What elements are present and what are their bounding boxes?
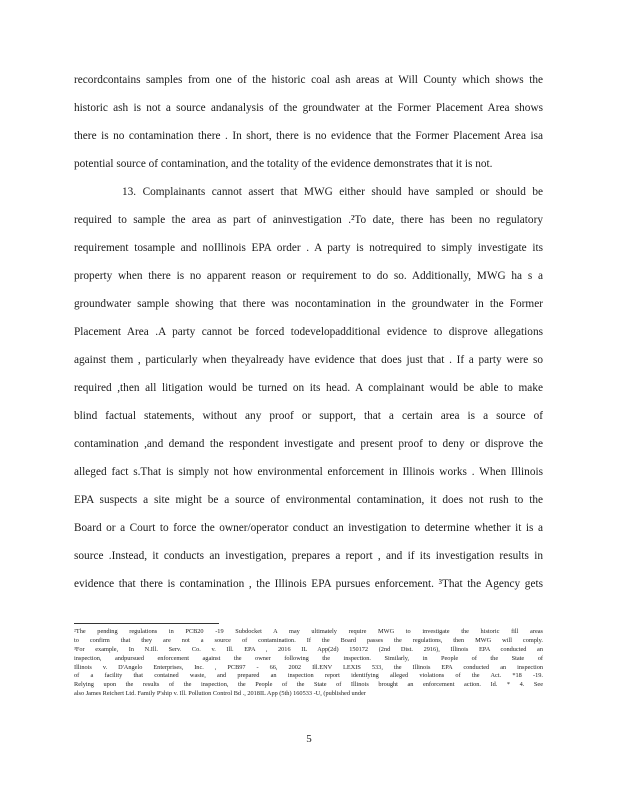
body-line: contamination ,and demand the respondent investigate and present proof to deny or disprove the — [74, 438, 543, 450]
body-line: Placement Area .A party cannot be forced todevelopadditional evidence to disprove allegations — [74, 326, 543, 338]
footnote-line: Relying upon the results of the inspection, the People of the State of Illinois brought an enforcement action. Id. * 4. See — [74, 681, 543, 689]
body-line: evidence that there is contamination , the Illinois EPA pursues enforcement. ³That the Agency gets — [74, 578, 543, 590]
body-line: Board or a Court to force the owner/operator conduct an investigation to determine whether it is a — [74, 522, 543, 534]
body-text — [74, 66, 543, 598]
body-line: property when there is no apparent reason or requirement to do so. Additionally, MWG ha s a — [74, 270, 543, 282]
page-number: 5 — [306, 733, 312, 745]
footnote-line: ²The pending regulations in PCB20 -19 Subdocket A may ultimately require MWG to investigate the historic fill areas — [74, 628, 543, 635]
paragraph-13-start: 13. Complainants cannot assert that MWG either should have sampled or should be — [122, 186, 543, 198]
footnote-divider — [74, 623, 219, 624]
footnote-line: of a facility that contained waste, and prepared an inspection report identifying alleged violations of the Act. *18 -19. — [74, 672, 543, 680]
body-line: EPA suspects a site might be a source of environmental contamination, it does not rush to the — [74, 494, 543, 506]
footnotes — [74, 628, 543, 699]
body-line: potential source of contamination, and the totality of the evidence demonstrates that it is not. — [74, 158, 493, 170]
footnote-line: also James Reichert Ltd. Family P'ship v. Ill. Pollution Control Bd ., 2018IL App (5th) 160533 -U, (published under — [74, 690, 366, 698]
body-line: blind factual statements, without any proof or support, that a certain area is a source of — [74, 410, 543, 422]
body-line: required to sample the area as part of aninvestigation .²To date, there has been no regulatory — [74, 214, 543, 226]
body-line: requirement tosample and noIllinois EPA order . A party is notrequired to simply investigate its — [74, 242, 543, 254]
body-line: historic ash is not a source andanalysis of the groundwater at the Former Placement Area shows — [74, 102, 543, 114]
footnote-line: inspection, andpursued enforcement against the owner following the inspection. Similarly, in People of the State of — [74, 654, 543, 662]
footnote-line: ³For example, In N.Ill. Serv. Co. v. Ill. EPA , 2016 IL App(2d) 150172 (2nd Dist. 2916), Illinois EPA conducted an — [74, 645, 543, 653]
body-line: groundwater sample showing that there was nocontamination in the groundwater in the Former — [74, 298, 543, 310]
body-line: required ,then all litigation would be turned on its head. A complainant would be able to make — [74, 382, 543, 394]
body-line: there is no contamination there . In short, there is no evidence that the Former Placement Area isa — [74, 130, 543, 142]
body-line: against them , particularly when theyalready have evidence that does just that . If a party were so — [74, 354, 543, 366]
body-line: source .Instead, it conducts an investigation, prepares a report , and if its investigation results in — [74, 550, 543, 562]
body-line: recordcontains samples from one of the historic coal ash areas at Will County which shows the — [74, 74, 543, 86]
footnote-line: Illinois v. D'Angelo Enterprises, Inc. , PCB97 - 66, 2002 Ill.ENV LEXIS 533, the Illinois EPA conducted an inspection — [74, 663, 543, 671]
footnote-line: to confirm that they are not a source of contamination. If the Board passes the regulations, then MWG will comply. — [74, 636, 543, 644]
body-line: alleged fact s.That is simply not how environmental enforcement in Illinois works . When Illinois — [74, 466, 543, 478]
